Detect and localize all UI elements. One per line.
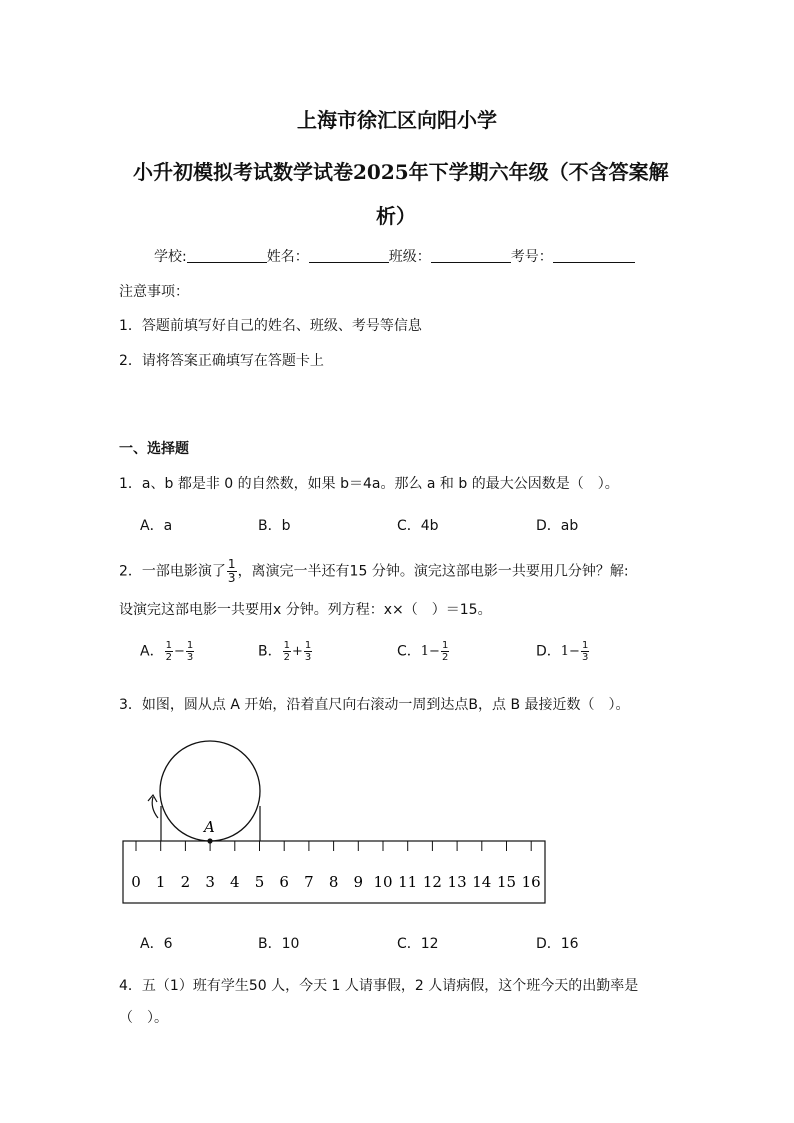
q1-option-c[interactable]: C．4b [397,518,439,534]
class-label: 班级： [388,249,431,265]
q2-option-b[interactable]: B． $\frac{1}{2}$ + $\frac{1}{3}$ [258,640,312,663]
name-label: 姓名： [266,249,309,265]
ruler-number: 12 [422,873,442,891]
ruler-number: 11 [398,873,418,891]
note-item-1: 1．答题前填写好自己的姓名、班级、考号等信息 [119,318,422,334]
exam-title-line1: 小升初模拟考试数学试卷2025年下学期六年级（不含答案解 [133,160,669,184]
ruler-number: 8 [328,873,339,891]
question-4-stem: 4．五（1）班有学生50 人，今天 1 人请事假，2 人请病假，这个班今天的出勤率是 [119,978,639,994]
ruler-number: 7 [304,873,314,891]
question-3-stem: 3．如图，圆从点 A 开始，沿着直尺向右滚动一周到达点B，点 B 最接近数（ ）。 [119,697,630,713]
ruler-number: 5 [254,873,265,891]
exam-title-line2: 析） [376,204,416,228]
ruler-number: 9 [353,873,364,891]
ruler-number: 0 [131,873,141,891]
q1-option-a[interactable]: A．a [140,518,173,534]
notes-heading: 注意事项： [119,284,189,300]
point-a-label: A [204,818,215,836]
ruler-number: 10 [373,873,393,891]
question-4-stem-line2: （ ）。 [119,1010,168,1026]
ruler-number: 15 [496,873,517,891]
stem-fraction: $\frac{1}{3}$ [227,557,236,585]
q3-option-a[interactable]: A．6 [140,936,173,952]
ruler-number: 1 [155,873,166,891]
ruler-number: 6 [279,873,289,891]
ruler-number: 14 [472,873,492,891]
note-item-2: 2．请将答案正确填写在答题卡上 [119,353,324,369]
ruler-number: 13 [447,873,467,891]
q2-option-d[interactable]: D．1− $\frac{1}{3}$ [536,640,589,663]
q3-option-d[interactable]: D．16 [536,936,579,952]
ruler-ticks [136,841,531,851]
q3-option-b[interactable]: B．10 [258,936,300,952]
ruler-number: 2 [180,873,191,891]
q3-option-c[interactable]: C．12 [397,936,439,952]
ruler-number: 3 [205,873,215,891]
id-label: 考号： [510,249,553,265]
question-2-stem: 2．一部电影演了 $\frac{1}{3}$ ，离演完一半还有15 分钟。演完这部电影一共要用几分钟？解: [119,557,629,585]
q2-option-a[interactable]: A． $\frac{1}{2}$ − $\frac{1}{3}$ [140,640,194,663]
school-label: 学校: [154,249,187,265]
rotation-arrow-icon [152,797,158,818]
ruler-number: 4 [230,873,240,891]
ruler-number: 16 [521,873,541,891]
ruler-labels [131,873,541,891]
q2-option-c[interactable]: C．1− $\frac{1}{2}$ [397,640,449,663]
question-1-stem: 1．a、b 都是非 0 的自然数，如果 b＝4a。那么 a 和 b 的最大公因数是（ ）。 [119,476,619,492]
q1-option-d[interactable]: D．ab [536,518,579,534]
question-2-stem-line2: 设演完这部电影一共要用x 分钟。列方程：x×（ ）＝15。 [119,602,492,618]
school-name: 上海市徐汇区向阳小学 [297,108,497,132]
section-heading: 一、选择题 [119,441,189,457]
q1-option-b[interactable]: B．b [258,518,291,534]
